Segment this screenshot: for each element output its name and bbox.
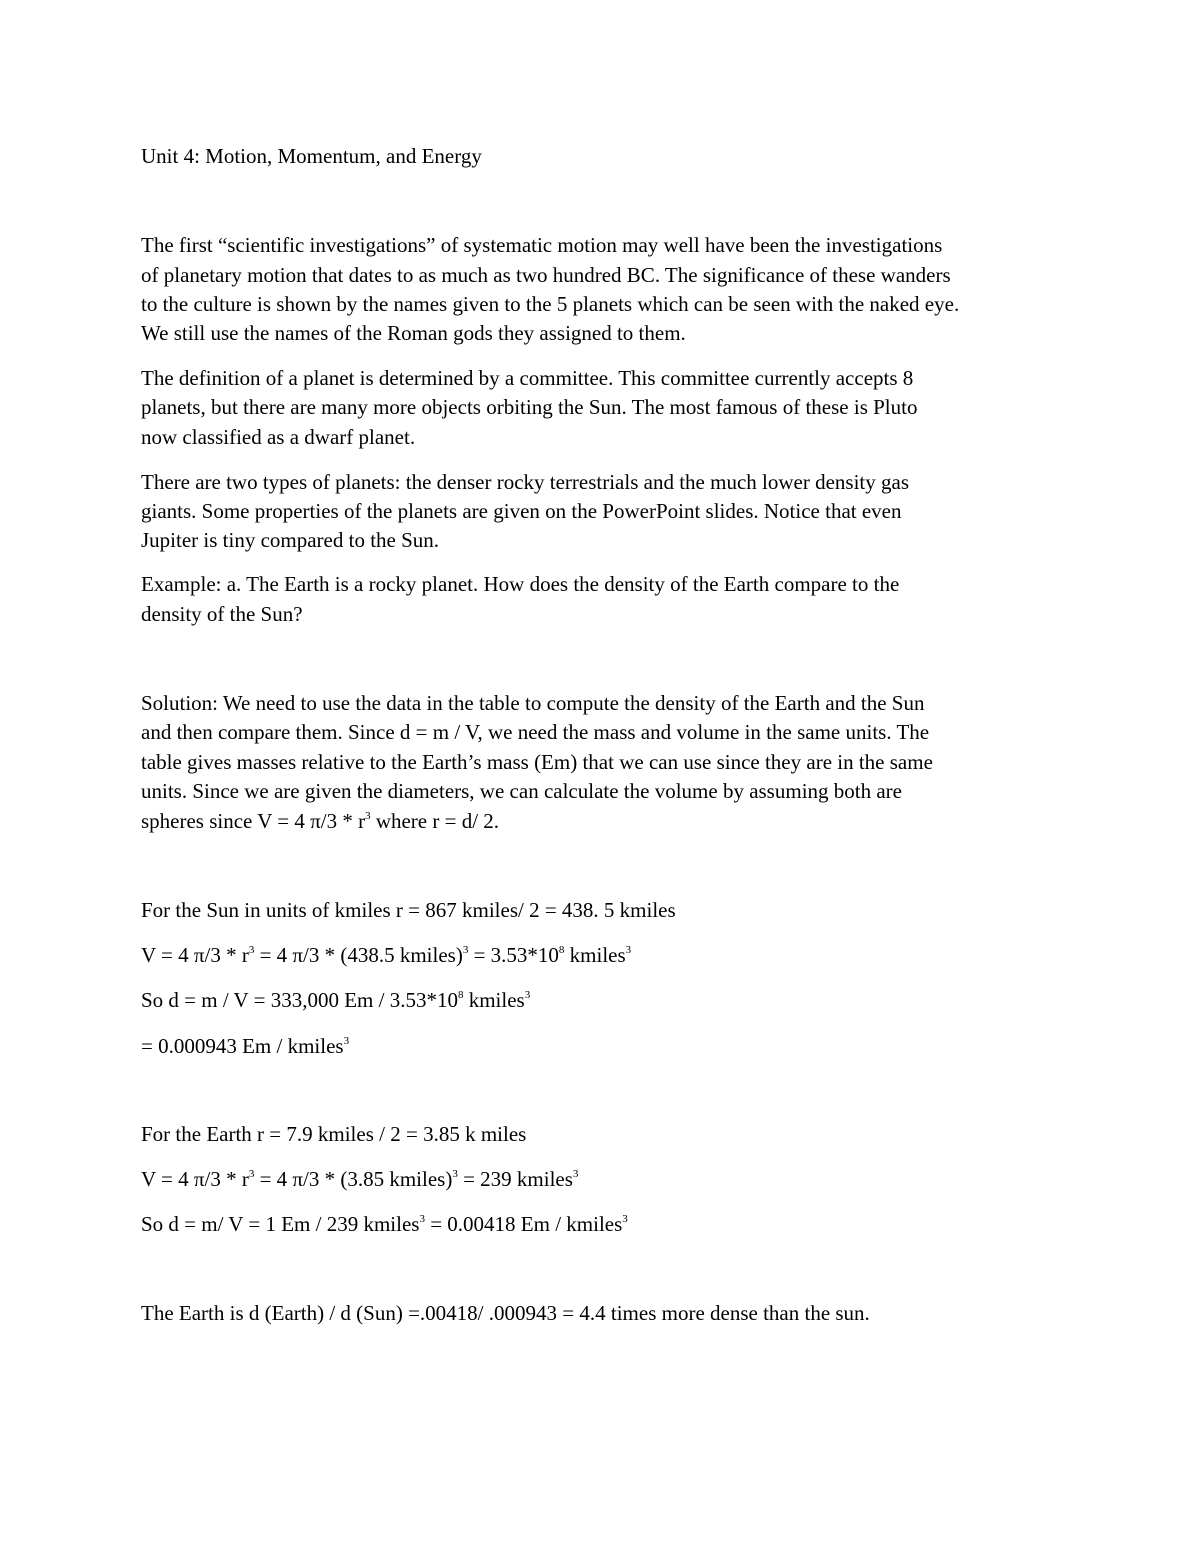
- example-line-2: density of the Sun?: [141, 602, 303, 626]
- solution-line-5: spheres since V = 4 $\pi/3 * r^3$ where r = d/ 2.: [141, 809, 500, 833]
- definition-line-3: now classified as a dwarf planet.: [141, 425, 416, 449]
- definition-line-2: planets, but there are many more objects orbiting the Sun. The most famous of these is Pluto: [141, 395, 918, 419]
- earth-volume-line: V = 4 $\pi/3 * r^3 = 4$ π/3 * (3.85 kmiles)$^3$ = 239 kmiles$^3$: [141, 1167, 579, 1191]
- sun-density-line: So d = m / V = 333,000 Em / $3.53*10^8$ kmiles$^3$: [141, 988, 531, 1012]
- definition-line-1: The definition of a planet is determined by a committee. This committee currently accepts 8: [141, 366, 914, 390]
- example-line-1: Example: a. The Earth is a rocky planet. How does the density of the Earth compare to the: [141, 572, 900, 596]
- sun-radius-line: For the Sun in units of kmiles r = 867 kmiles/ 2 = 438. 5 kmiles: [141, 898, 676, 922]
- sun-density-result: = 0.000943 Em / kmiles$^3$: [141, 1034, 350, 1058]
- intro-line-1: The first “scientific investigations” of systematic motion may well have been the investigations: [141, 233, 943, 257]
- intro-line-2: of planetary motion that dates to as much as two hundred BC. The significance of these wanders: [141, 263, 951, 287]
- types-line-2: giants. Some properties of the planets are given on the PowerPoint slides. Notice that even: [141, 499, 902, 523]
- intro-line-3: to the culture is shown by the names given to the 5 planets which can be seen with the naked eye.: [141, 292, 960, 316]
- earth-radius-line: For the Earth r = 7.9 kmiles / 2 = 3.85 k miles: [141, 1122, 527, 1146]
- sun-volume-line: V = 4 $\pi/3 * r^3 = 4$ π/3 * (438.5 kmiles)$^3$ = $3.53*10^8$ kmiles$^3$: [141, 943, 632, 967]
- page-title: Unit 4: Motion, Momentum, and Energy: [141, 144, 482, 168]
- intro-line-4: We still use the names of the Roman gods they assigned to them.: [141, 321, 686, 345]
- solution-line-3: table gives masses relative to the Earth’s mass (Em) that we can use since they are in the same: [141, 750, 933, 774]
- conclusion-line: The Earth is d (Earth) / d (Sun) =.00418/ .000943 = 4.4 times more dense than the sun.: [141, 1301, 870, 1325]
- solution-line-4: units. Since we are given the diameters, we can calculate the volume by assuming both are: [141, 779, 902, 803]
- types-line-1: There are two types of planets: the denser rocky terrestrials and the much lower density gas: [141, 470, 909, 494]
- solution-line-2: and then compare them. Since d = m / V, we need the mass and volume in the same units. The: [141, 720, 930, 744]
- earth-density-line: So d = m/ V = 1 Em / 239 kmiles$^3$ = 0.00418 Em / kmiles$^3$: [141, 1212, 628, 1236]
- types-line-3: Jupiter is tiny compared to the Sun.: [141, 528, 440, 552]
- solution-line-1: Solution: We need to use the data in the table to compute the density of the Earth and the Sun: [141, 691, 925, 715]
